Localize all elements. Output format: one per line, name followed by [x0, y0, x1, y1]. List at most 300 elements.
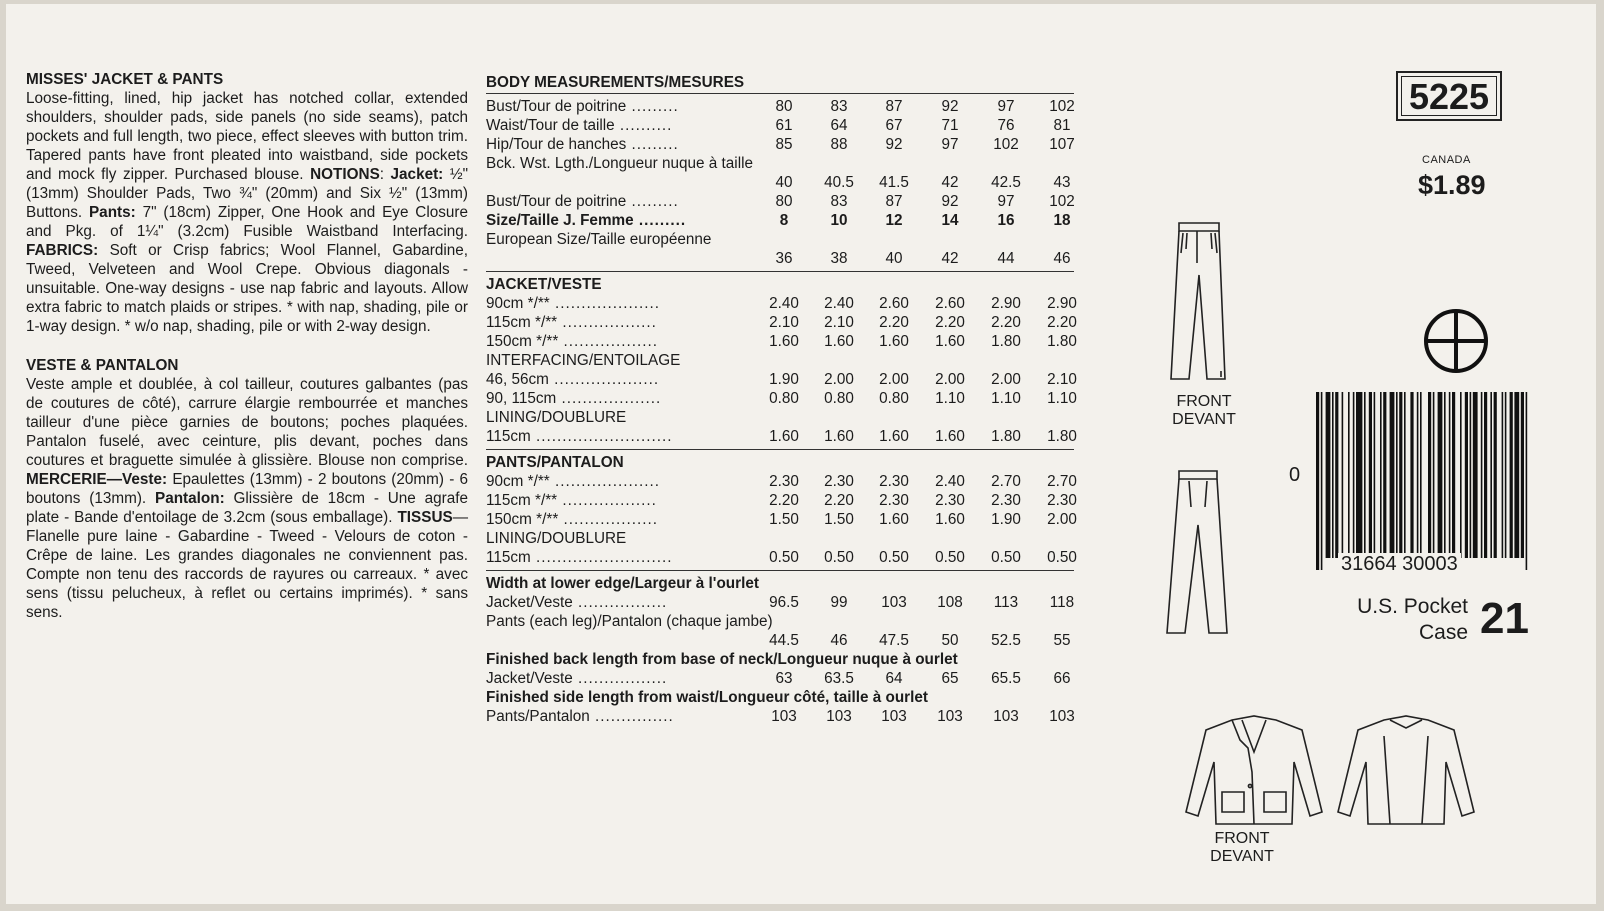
barcode-bar [1514, 392, 1519, 558]
row-label-text: 150cm */** [486, 333, 559, 350]
barcode-bar [1438, 392, 1443, 558]
table-row [486, 492, 1077, 511]
row-label-text: 150cm */** [486, 511, 559, 528]
cell-value: 103 [826, 708, 852, 725]
cell-value: 18 [1053, 212, 1071, 229]
pocket-line-2: Case [1418, 621, 1468, 644]
cell-value: 2.20 [879, 314, 909, 331]
cell-value: 1.60 [935, 428, 965, 445]
cell-value: 88 [830, 136, 848, 153]
cell-value: 2.00 [879, 371, 909, 388]
row-leader-dots: .................. [557, 492, 657, 509]
row-label [486, 98, 679, 116]
front-label-pants [1164, 393, 1244, 429]
row-label-text: 46, 56cm [486, 371, 549, 388]
cell-value: 2.90 [1047, 295, 1077, 312]
table-row [486, 117, 1074, 136]
cell-value: 97 [997, 98, 1015, 115]
cell-value: 55 [1053, 632, 1071, 649]
jacket-lining-row [486, 428, 1077, 447]
cell-value: 65.5 [991, 670, 1021, 687]
barcode-bar [1380, 392, 1382, 558]
cell-value: 1.60 [769, 428, 799, 445]
row-label-text: 115cm [486, 549, 531, 566]
cell-value: 0.50 [824, 549, 854, 566]
pattern-number: 5225 [1401, 76, 1497, 116]
cell-value: 0.80 [824, 390, 854, 407]
cell-value: 50 [941, 632, 959, 649]
cell-value: 1.60 [935, 333, 965, 350]
row-label-text: Hip/Tour de hanches [486, 136, 627, 153]
row-leader-dots: .................. [558, 511, 659, 528]
cell-value: 65 [941, 670, 959, 687]
barcode-bar [1353, 392, 1355, 558]
barcode-bar [1473, 392, 1478, 558]
row-label-text: Pants/Pantalon [486, 708, 590, 725]
pants-lining-label: LINING/DOUBLURE [486, 530, 627, 547]
cell-value: 66 [1053, 670, 1071, 687]
notions-label: NOTIONS [310, 166, 380, 183]
price-region: CANADA [1422, 154, 1471, 166]
cell-value: 1.60 [879, 428, 909, 445]
jacket-lining-label: LINING/DOUBLURE [486, 409, 627, 426]
row-leader-dots: ................... [556, 390, 662, 407]
cell-value: 108 [937, 594, 963, 611]
cell-value: 61 [775, 117, 793, 134]
row-label-text: 90, 115cm [486, 390, 557, 407]
title-fr: VESTE & PANTALON [26, 357, 179, 374]
pocket-line-1: U.S. Pocket [1357, 595, 1468, 618]
cell-value: 2.40 [935, 473, 965, 490]
barcode-bar [1452, 392, 1455, 558]
cell-value: 103 [1049, 708, 1075, 725]
cell-value: 2.30 [879, 492, 909, 509]
row-label [486, 155, 753, 173]
table-row [486, 155, 1074, 174]
row-leader-dots: .................... [549, 295, 661, 312]
cell-value: 1.10 [991, 390, 1021, 407]
cell-value: 1.50 [824, 511, 854, 528]
barcode-bar [1470, 392, 1472, 558]
cell-value: 2.20 [824, 492, 854, 509]
row-label [486, 492, 657, 510]
side-length-header: Finished side length from waist/Longueur côté, taille à ourlet [486, 689, 928, 706]
cell-value: 1.10 [1047, 390, 1077, 407]
barcode-bar [1420, 392, 1422, 570]
cell-value: 64 [885, 670, 903, 687]
row-leader-dots: ......... [633, 212, 687, 229]
row-label [486, 549, 673, 567]
mercerie-pantalon: Glissière de 18cm - Une agrafe plate - Bande d'entoilage de 3.2cm (sous emballage). [26, 490, 469, 526]
row-leader-dots: ......... [626, 136, 679, 153]
cell-value: 2.30 [824, 473, 854, 490]
barcode-bar [1526, 392, 1528, 570]
cell-value: 92 [941, 193, 959, 210]
barcode-bar [1326, 392, 1331, 558]
barcode-bar [1481, 392, 1483, 558]
table-row [486, 549, 1077, 568]
row-label [486, 193, 679, 211]
row-leader-dots: ................. [572, 594, 668, 611]
barcode-bar [1396, 392, 1398, 558]
cell-value: 103 [771, 708, 797, 725]
table-row [486, 212, 1074, 231]
barcode-bar [1494, 392, 1497, 558]
cell-value: 10 [830, 212, 848, 229]
row-label-text: 115cm */** [486, 492, 558, 509]
cell-value: 40 [775, 174, 793, 191]
title-en: MISSES' JACKET & PANTS [26, 71, 224, 88]
table-row [486, 428, 1077, 447]
front-label-pants-fr: DEVANT [1172, 411, 1236, 428]
row-leader-dots: ......... [626, 98, 679, 115]
cell-value: 2.20 [1047, 314, 1077, 331]
jacket-front-sketch-icon [1182, 712, 1326, 832]
notions-pants: 7" (18cm) Zipper, One Hook and Eye Closure and Pkg. of 1¼" (3.2cm) Fusible Waistband Interfacing. [26, 204, 469, 240]
row-label [486, 136, 679, 154]
cell-value: 0.50 [879, 549, 909, 566]
cell-value: 102 [993, 136, 1019, 153]
cell-value: 46 [1053, 250, 1071, 267]
notions-jacket: ½" (13mm) Shoulder Pads, Two ¾" (20mm) and Six ½" (13mm) Buttons. [26, 166, 468, 221]
cell-value: 63.5 [824, 670, 854, 687]
table-row [486, 295, 1077, 314]
back-length-row [486, 670, 1074, 689]
front-label-pants-en: FRONT [1176, 393, 1232, 410]
table-row [486, 314, 1077, 333]
barcode-bar [1332, 392, 1334, 558]
description-column [26, 70, 468, 622]
barcode-bar [1410, 392, 1413, 558]
row-leader-dots: ............... [589, 708, 674, 725]
description-fr [26, 375, 468, 622]
width-pants-row [486, 632, 1074, 651]
cell-value: 2.20 [991, 314, 1021, 331]
cell-value: 0.80 [879, 390, 909, 407]
barcode-bar [1428, 392, 1431, 570]
cell-value: 1.80 [1047, 333, 1077, 350]
cell-value: 83 [830, 98, 848, 115]
cell-value: 2.20 [769, 492, 799, 509]
pattern-envelope-back [6, 4, 1596, 904]
table-row [486, 670, 1074, 689]
cell-value: 1.60 [879, 511, 909, 528]
cell-value: 40 [885, 250, 903, 267]
tissus-label: TISSUS [397, 509, 453, 526]
barcode-bar [1356, 392, 1362, 558]
row-label-text: 115cm [486, 428, 531, 445]
row-label [486, 708, 674, 726]
cell-value: 1.90 [769, 371, 799, 388]
barcode-digits: 31664 30003 [1338, 553, 1461, 576]
cell-value: 0.50 [1047, 549, 1077, 566]
barcode-icon [1314, 392, 1536, 572]
width-header: Width at lower edge/Largeur à l'ourlet [486, 575, 759, 592]
row-label [486, 117, 672, 135]
row-label-text: 90cm */** [486, 295, 550, 312]
cell-value: 46 [830, 632, 848, 649]
cell-value: 40.5 [824, 174, 854, 191]
cell-value: 14 [941, 212, 959, 229]
cell-value: 2.40 [769, 295, 799, 312]
cell-value: 47.5 [879, 632, 909, 649]
cell-value: 2.60 [935, 295, 965, 312]
table-row [486, 473, 1077, 492]
pocket-case-label [1342, 594, 1468, 646]
body-header: BODY MEASUREMENTS/MESURES [486, 74, 1074, 94]
pants-header: PANTS/PANTALON [486, 454, 624, 471]
cell-value: 38 [830, 250, 848, 267]
barcode-bar [1417, 392, 1419, 558]
cell-value: 102 [1049, 98, 1075, 115]
cell-value: 63 [775, 670, 793, 687]
row-leader-dots: .......... [614, 117, 673, 134]
row-label-text: 115cm */** [486, 314, 558, 331]
cell-value: 2.10 [1047, 371, 1077, 388]
cell-value: 2.00 [935, 371, 965, 388]
cell-value: 2.00 [991, 371, 1021, 388]
cell-value: 2.90 [991, 295, 1021, 312]
cell-value: 0.50 [769, 549, 799, 566]
jacket-header: JACKET/VESTE [486, 276, 602, 293]
cell-value: 2.10 [824, 314, 854, 331]
barcode-bar [1484, 392, 1487, 558]
cell-value: 71 [941, 117, 959, 134]
front-label-jacket-en: FRONT [1214, 830, 1270, 847]
row-label [486, 390, 661, 408]
cell-value: 2.30 [769, 473, 799, 490]
cell-value: 44 [997, 250, 1015, 267]
front-label-jacket-fr: DEVANT [1210, 848, 1274, 865]
interfacing-rows [486, 371, 1077, 409]
cell-value: 2.20 [935, 314, 965, 331]
size-row [486, 212, 1074, 231]
barcode-bar [1348, 392, 1350, 558]
table-row [486, 333, 1077, 352]
jacket-back-sketch-icon [1334, 712, 1478, 832]
cell-value: 83 [830, 193, 848, 210]
cell-value: 2.60 [879, 295, 909, 312]
barcode-bar [1490, 392, 1492, 558]
cell-value: 0.50 [935, 549, 965, 566]
barcode-leading-digit: 0 [1289, 464, 1301, 486]
cell-value: 96.5 [769, 594, 799, 611]
cell-value: 80 [775, 193, 793, 210]
barcode-bar [1342, 392, 1344, 558]
cell-value: 107 [1049, 136, 1075, 153]
pants-front-sketch-icon [1159, 219, 1235, 387]
cell-value: 0.50 [991, 549, 1021, 566]
cell-value: 1.90 [991, 511, 1021, 528]
row-label [486, 473, 660, 491]
body-rows [486, 98, 1074, 212]
row-label [486, 333, 658, 351]
cell-value: 1.60 [879, 333, 909, 350]
table-row [486, 98, 1074, 117]
cell-value: 92 [885, 136, 903, 153]
row-label-text: Jacket/Veste [486, 594, 573, 611]
row-leader-dots: .................... [549, 473, 661, 490]
barcode-bar [1460, 392, 1462, 558]
barcode-bar [1321, 392, 1323, 570]
width-pants-label: Pants (each leg)/Pantalon (chaque jambe) [486, 613, 773, 630]
cell-value: 103 [881, 708, 907, 725]
barcode-bar [1335, 392, 1338, 558]
cell-value: 103 [993, 708, 1019, 725]
euro-label: European Size/Taille européenne [486, 231, 712, 248]
cell-value: 92 [941, 98, 959, 115]
notions-jacket-label: Jacket: [390, 166, 444, 183]
cell-value: 103 [881, 594, 907, 611]
row-label-text: Size/Taille J. Femme [486, 212, 634, 229]
table-row [486, 136, 1074, 155]
cell-value: 2.10 [769, 314, 799, 331]
cell-value: 1.60 [935, 511, 965, 528]
cell-value: 80 [775, 98, 793, 115]
barcode-bar [1502, 392, 1504, 558]
cell-value: 43 [1053, 174, 1071, 191]
cell-value: 1.60 [769, 333, 799, 350]
barcode-bar [1316, 392, 1319, 570]
row-label [486, 371, 659, 389]
table-row [486, 174, 1074, 193]
cell-value: 85 [775, 136, 793, 153]
interfacing-label: INTERFACING/ENTOILAGE [486, 352, 681, 369]
cell-value: 2.70 [991, 473, 1021, 490]
row-label [486, 295, 660, 313]
cell-value: 87 [885, 193, 903, 210]
cell-value: 36 [775, 250, 793, 267]
side-length-row [486, 708, 1074, 727]
barcode-bar [1399, 392, 1402, 558]
row-label [486, 314, 657, 332]
cell-value: 42.5 [991, 174, 1021, 191]
front-label-jacket [1202, 830, 1282, 866]
cell-value: 97 [997, 193, 1015, 210]
row-leader-dots: .................. [558, 333, 659, 350]
fabrics-label: FABRICS: [26, 242, 99, 259]
cell-value: 41.5 [879, 174, 909, 191]
cell-value: 1.60 [824, 333, 854, 350]
row-label [486, 428, 673, 446]
cell-value: 64 [830, 117, 848, 134]
cell-value: 2.30 [1047, 492, 1077, 509]
table-row [486, 390, 1077, 409]
cell-value: 2.30 [879, 473, 909, 490]
pants-lining-row [486, 549, 1077, 568]
row-label-text: 90cm */** [486, 473, 550, 490]
row-label-text: Bust/Tour de poitrine [486, 193, 627, 210]
barcode-bar [1521, 392, 1524, 558]
cell-value: 2.00 [1047, 511, 1077, 528]
width-jacket-row [486, 594, 1074, 613]
table-row [486, 708, 1074, 727]
row-label-text: Jacket/Veste [486, 670, 573, 687]
barcode-bar [1390, 392, 1395, 558]
barcode-bar [1505, 392, 1507, 558]
pants-back-sketch-icon [1159, 467, 1235, 639]
barcode-bar [1369, 392, 1372, 558]
row-leader-dots: .......................... [530, 549, 673, 566]
cell-value: 0.80 [769, 390, 799, 407]
cell-value: 99 [830, 594, 848, 611]
cell-value: 81 [1053, 117, 1071, 134]
barcode-bar [1465, 392, 1468, 558]
cell-value: 1.60 [824, 428, 854, 445]
row-leader-dots: .................. [557, 314, 657, 331]
fabrics-text: Soft or Crisp fabrics; Wool Flannel, Gabardine, Tweed, Velveteen and Wool Crepe. Obvious diagonals - unsuitable. One-way designs - use nap fabric and layouts. Allow extra fabric to match plaids or stripes. * with nap, shading, pile or 1-way design. * w/o nap, shading, pile or with 2-way design. [26, 242, 468, 335]
barcode-bar [1433, 392, 1435, 558]
cell-value: 44.5 [769, 632, 799, 649]
cell-value: 12 [885, 212, 903, 229]
notions-pants-label: Pants: [88, 204, 136, 221]
barcode-bar [1383, 392, 1386, 558]
cell-value: 97 [941, 136, 959, 153]
barcode-bar [1404, 392, 1406, 558]
row-leader-dots: ......... [626, 193, 679, 210]
cell-value: 103 [937, 708, 963, 725]
row-leader-dots: ................. [572, 670, 668, 687]
table-row [486, 193, 1074, 212]
cell-value: 1.80 [991, 428, 1021, 445]
row-leader-dots: .................... [548, 371, 660, 388]
cell-value: 2.30 [935, 492, 965, 509]
cell-value: 42 [941, 174, 959, 191]
cell-value: 8 [779, 212, 789, 229]
cell-value: 113 [993, 594, 1019, 611]
cell-value: 2.40 [824, 295, 854, 312]
cell-value: 42 [941, 250, 959, 267]
row-label-text: Waist/Tour de taille [486, 117, 615, 134]
description-fr-body: Veste ample et doublée, à col tailleur, coutures galbantes (pas de coutures de côté), carrure élargie rembourrée et manches tailleur d'une pièce garnies de boutons; poches plaquées. Pantalon fuselé, avec ceinture, plis devant, poches dans coutures et braguette simulée à glissière. Blouse non comprise. [26, 376, 468, 469]
mercerie-veste: Epaulettes (13mm) - 2 boutons (20mm) - 6 boutons (13mm). [26, 471, 468, 507]
tissus-text: —Flanelle pure laine - Gabardine - Tweed - Velours de coton - Crêpe de laine. Les grandes diagonales ne conviennent pas. Compte non tenu des raccords de rayures ou carreaux. * avec sens (tissu pelucheux, à reflet ou certains imprimés). * sans sens. [26, 509, 468, 621]
barcode-bar [1510, 392, 1513, 558]
description-en: Loose-fitting, lined, hip jacket has notched collar, extended shoulders, shoulder pads, side panels (no side seams), patch pockets and full length, two piece, effect sleeves with button trim. Tapered pants have front pleated into waistband, side pockets and mock fly zipper. Purchased blouse. NOTIONS: Jacket: ½" (13mm) Shoulder Pads, Two ¾" (20mm) and Six ½" (13mm) Buttons. Pants: 7" (18cm) Zipper, One Hook and Eye Closure and Pkg. of 1¼" (3.2cm) Fusible Waistband Interfacing. FABRICS: Soft or Crisp fabrics; Wool Flannel, Gabardine, Tweed, Velveteen and Wool Crepe. Obvious diagonals - unsuitable. One-way designs - use nap fabric and layouts. Allow extra fabric to match plaids or stripes. * with nap, shading, pile or 1-way design. * w/o nap, shading, pile or with 2-way design. [26, 90, 469, 335]
cell-value: 1.80 [1047, 428, 1077, 445]
jacket-rows [486, 295, 1077, 352]
back-length-header: Finished back length from base of neck/Longueur nuque à ourlet [486, 651, 958, 668]
barcode-bar [1364, 392, 1366, 558]
registration-target-icon [1422, 307, 1490, 375]
cell-value: 76 [997, 117, 1015, 134]
cell-value: 118 [1049, 594, 1075, 611]
cell-value: 87 [885, 98, 903, 115]
row-label-text: Bust/Tour de poitrine [486, 98, 627, 115]
mercerie-label: MERCERIE—Veste: [26, 471, 168, 488]
measurement-table [486, 74, 1077, 727]
cell-value: 1.10 [935, 390, 965, 407]
euro-row [486, 250, 1074, 269]
cell-value: 1.50 [769, 511, 799, 528]
barcode-bar [1374, 392, 1376, 558]
cell-value: 16 [997, 212, 1015, 229]
pocket-case-number: 21 [1480, 594, 1529, 643]
row-label [486, 670, 667, 688]
pattern-number-box [1396, 71, 1502, 121]
table-row [486, 511, 1077, 530]
cell-value: 102 [1049, 193, 1075, 210]
row-label [486, 511, 658, 529]
row-leader-dots: .......................... [530, 428, 673, 445]
cell-value: 67 [885, 117, 903, 134]
cell-value: 1.80 [991, 333, 1021, 350]
description-en-body: Loose-fitting, lined, hip jacket has notched collar, extended shoulders, shoulder pads, side panels (no side seams), patch pockets and full length, two piece, effect sleeves with button trim. Tapered pants have front pleated into waistband, side pockets and mock fly zipper. Purchased blouse. [26, 90, 468, 183]
pants-rows [486, 473, 1077, 530]
row-label-text: Bck. Wst. Lgth./Longueur nuque à taille [486, 155, 754, 172]
cell-value: 2.00 [824, 371, 854, 388]
cell-value: 2.70 [1047, 473, 1077, 490]
